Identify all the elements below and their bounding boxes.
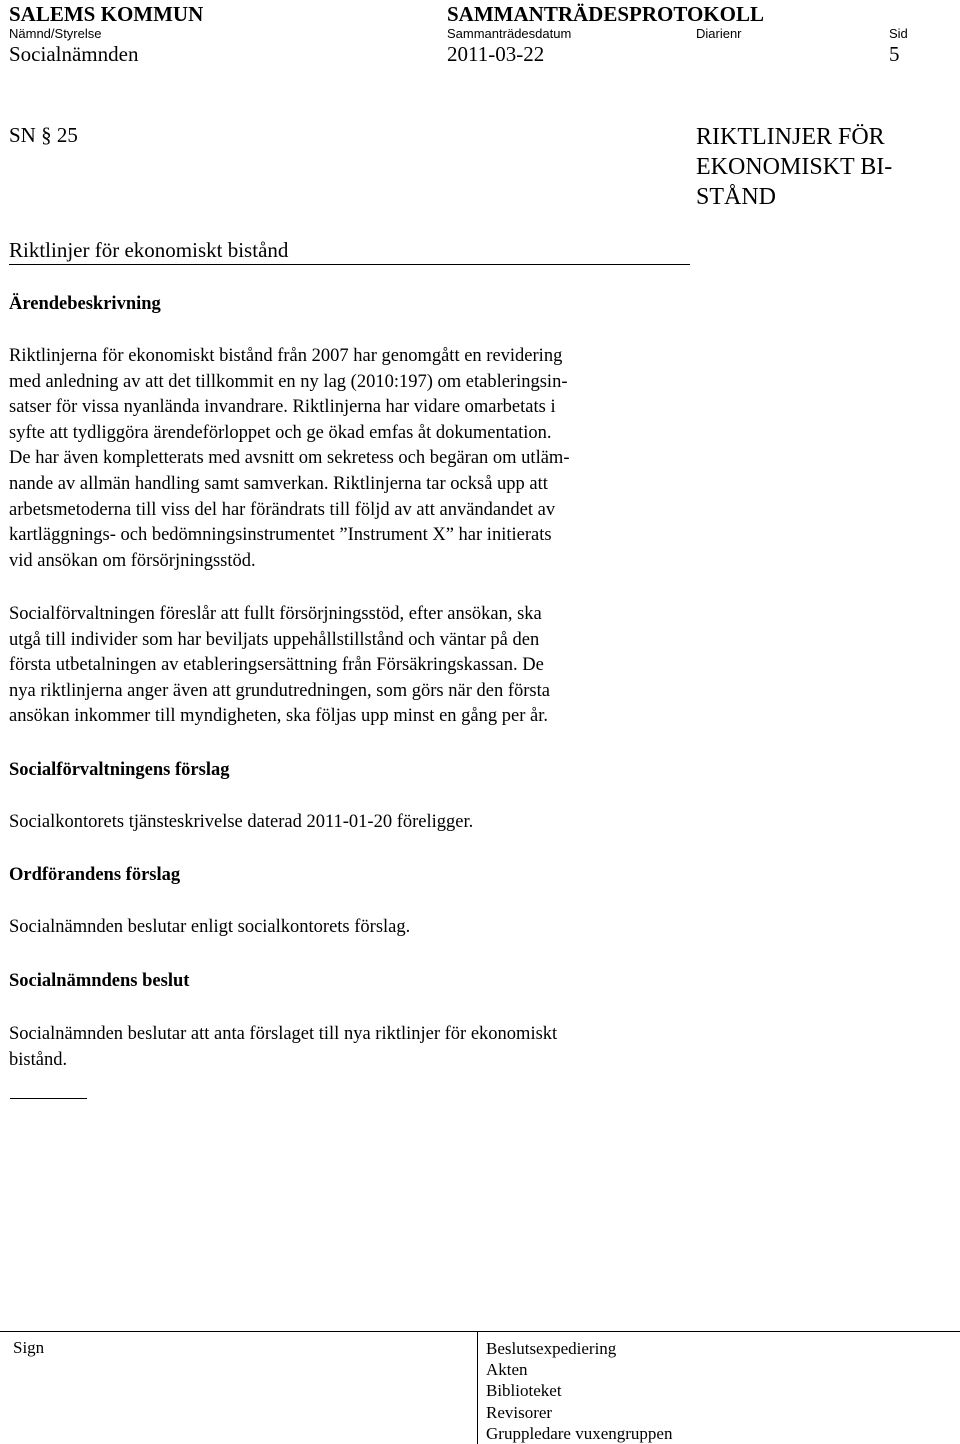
distribution-list [486,1338,672,1444]
date-label: Sammanträdesdatum [447,26,572,41]
side-title-line: RIKTLINJER FÖR [696,124,885,150]
page-label: Sid [889,26,908,41]
text-line: bistånd. [9,1049,68,1070]
distribution-item: Biblioteket [486,1381,562,1401]
beslut-paragraph [9,1022,689,1073]
text-line: vid ansökan om försörjningsstöd. [9,550,256,571]
footer-divider [477,1331,478,1444]
text-line: utgå till individer som har beviljats uppehållstillstånd och väntar på den [9,629,540,650]
text-line: nya riktlinjerna anger även att grundutredningen, som görs när den första [9,680,550,701]
board-value: Socialnämnden [9,42,139,66]
text-line: syfte att tydliggöra ärendeförloppet och ge ökad emfas åt dokumentation. [9,422,552,443]
text-line: satser för vissa nyanlända invandrare. Riktlinjerna har vidare omarbetats i [9,397,556,418]
text-line: nande av allmän handling samt samverkan. Riktlinjerna tar också upp att [9,473,548,494]
side-title [696,122,892,212]
side-title-line: EKONOMISKT BI- [696,154,893,180]
distribution-item: Gruppledare vuxengruppen [486,1423,673,1443]
reg-number-label: Diarienr [696,26,742,41]
text-line: Socialnämnden beslutar att anta förslaget till nya riktlinjer för ekonomiskt [9,1024,558,1044]
distribution-item: Akten [486,1360,528,1380]
section-heading-socialnamndens-beslut: Socialnämndens beslut [9,971,190,991]
section-heading-socialforvaltningens-forslag: Socialförvaltningens förslag [9,760,230,780]
text-line: första utbetalningen av etableringsersättning från Försäkringskassan. De [9,655,544,676]
side-title-line: STÅND [696,184,777,210]
board-label: Nämnd/Styrelse [9,26,102,41]
text-line: kartläggnings- och bedömningsinstrumentet ”Instrument X” har initierats [9,525,552,546]
distribution-item: Beslutsexpediering [486,1339,617,1358]
text-line: ansökan inkommer till myndigheten, ska följas upp minst en gång per år. [9,706,548,727]
ordforandens-text: Socialnämnden beslutar enligt socialkontorets förslag. [9,917,411,937]
distribution-item: Revisorer [486,1402,553,1422]
footer-top-rule [0,1331,960,1332]
section-heading-ordforandens-forslag: Ordförandens förslag [9,865,181,885]
end-rule [10,1098,87,1099]
text-line: med anledning av att det tillkommit en ny lag (2010:197) om etableringsin- [9,371,568,392]
document-type: SAMMANTRÄDESPROTOKOLL [447,2,764,26]
sign-label: Sign [13,1338,45,1357]
subject-title: Riktlinjer för ekonomiskt bistånd [9,238,289,262]
section-heading-arendebeskrivning: Ärendebeskrivning [9,294,161,314]
text-line: Socialförvaltningen föreslår att fullt försörjningsstöd, efter ansökan, ska [9,604,542,624]
subject-underline [9,264,690,265]
paragraph-number: SN § 25 [9,123,78,147]
page-number: 5 [889,42,900,66]
socialforvaltningens-text: Socialkontorets tjänsteskrivelse daterad 2011-01-20 föreligger. [9,812,474,832]
proposal-paragraph [9,602,689,730]
text-line: De har även kompletterats med avsnitt om sekretess och begäran om utläm- [9,448,570,469]
arendebeskrivning-paragraph [9,344,689,574]
organization-name: SALEMS KOMMUN [9,2,204,26]
date-value: 2011-03-22 [447,42,545,66]
text-line: arbetsmetoderna till viss del har förändrats till följd av att användandet av [9,499,556,520]
text-line: Riktlinjerna för ekonomiskt bistånd från 2007 har genomgått en revidering [9,346,563,366]
